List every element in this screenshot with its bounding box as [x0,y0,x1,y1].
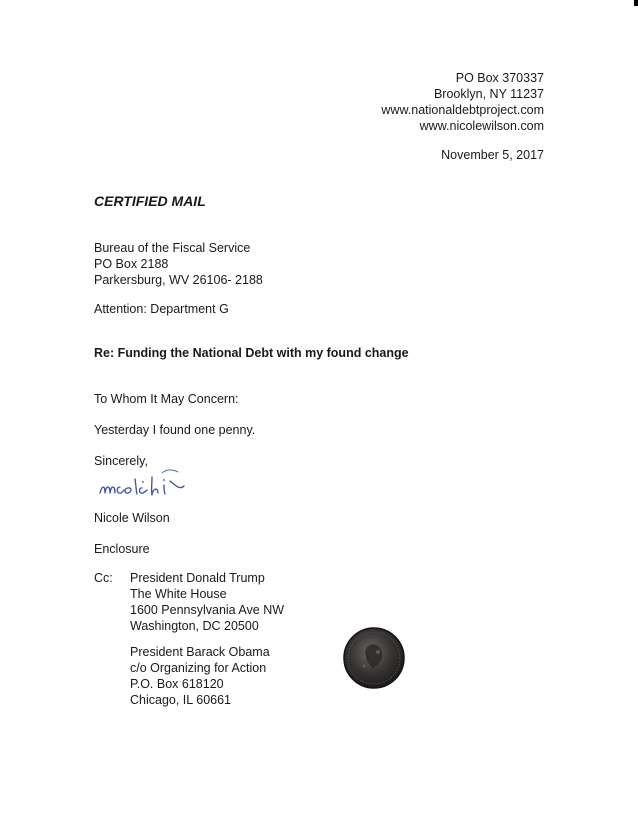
cc-line: P.O. Box 618120 [130,677,224,691]
recipient-address [94,240,263,288]
cc-recipient [130,570,284,634]
cc-line: c/o Organizing for Action [130,661,267,675]
cc-line: Washington, DC 20500 [130,619,259,633]
subject-line: Re: Funding the National Debt with my found change [94,346,409,360]
cc-line: 1600 Pennsylvania Ave NW [130,603,285,617]
cc-line: Chicago, IL 60661 [130,693,232,707]
scan-mark [634,0,638,6]
cc-line: President Donald Trump [130,571,265,585]
attention-line: Attention: Department G [94,302,229,316]
letter-date: November 5, 2017 [441,148,544,162]
closing: Sincerely, [94,454,148,468]
signer-name: Nicole Wilson [94,511,170,525]
return-address-line: PO Box 370337 [455,71,544,85]
return-address [381,70,544,134]
letter-body: Yesterday I found one penny. [94,423,256,437]
handwritten-signature [92,455,252,505]
recipient-line: PO Box 2188 [94,257,169,271]
website-link: www.nicolewilson.com [419,119,544,133]
penny-coin-image [342,626,406,690]
recipient-line: Bureau of the Fiscal Service [94,241,251,255]
return-address-line: Brooklyn, NY 11237 [433,87,544,101]
enclosure-note: Enclosure [94,542,150,556]
cc-line: The White House [130,587,227,601]
cc-label: Cc: [94,571,113,585]
cc-recipient [130,644,270,708]
certified-mail-heading: CERTIFIED MAIL [94,193,206,209]
recipient-line: Parkersburg, WV 26106- 2188 [94,273,263,287]
cc-line: President Barack Obama [130,645,270,659]
website-link: www.nationaldebtproject.com [381,103,544,117]
salutation: To Whom It May Concern: [94,392,239,406]
